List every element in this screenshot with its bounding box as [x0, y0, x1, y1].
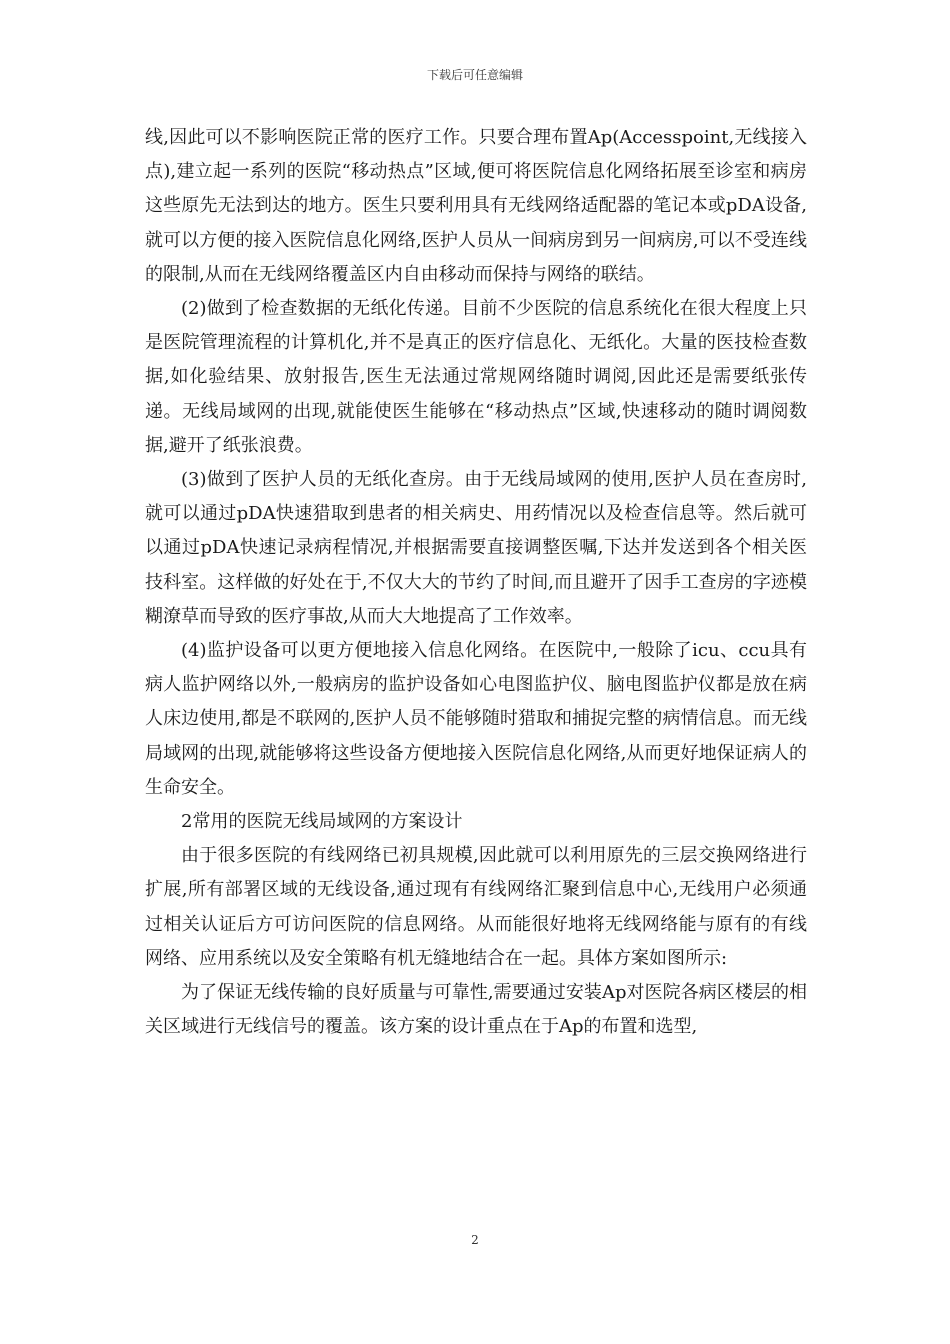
paragraph-monitoring-devices: (4)监护设备可以更方便地接入信息化网络。在医院中,一般除了icu、ccu具有病人监护网络以外,一般病房的监护设备如心电图监护仪、脑电图监护仪都是放在病人床边使用,都是不联网的,医护人员不能够随时猎取和捕捉完整的病情信息。而无线局域网的出现,就能够将这些设备方便地接入医院信息化网络,从而更好地保证病人的生命安全。	[145, 640, 807, 798]
paragraph-paperless-rounds: (3)做到了医护人员的无纸化查房。由于无线局域网的使用,医护人员在查房时,就可以通过pDA快速猎取到患者的相关病史、用药情况以及检查信息等。然后就可以通过pDA快速记录病程情况,并根据需要直接调整医嘱,下达并发送到各个相关医技科室。这样做的好处在于,不仅大大的节约了时间,而且避开了因手工查房的字迹模糊潦草而导致的医疗事故,从而大大地提高了工作效率。	[145, 469, 807, 627]
paragraph-continuation: 线,因此可以不影响医院正常的医疗工作。只要合理布置Ap(Accesspoint,无线接入点),建立起一系列的医院“移动热点”区域,便可将医院信息化网络拓展至诊室和病房这些原先无法到达的地方。医生只要利用具有无线网络适配器的笔记本或pDA设备,就可以方便的接入医院信息化网络,医护人员从一间病房到另一间病房,可以不受连线的限制,从而在无线网络覆盖区内自由移动而保持与网络的联结。	[145, 127, 807, 285]
page-header: 下载后可任意编辑	[426, 68, 523, 82]
document-body	[145, 121, 807, 1044]
section-heading: 2常用的医院无线局域网的方案设计	[181, 811, 463, 833]
paragraph-paperless-data: (2)做到了检查数据的无纸化传递。目前不少医院的信息系统化在很大程度上只是医院管理流程的计算机化,并不是真正的医疗信息化、无纸化。大量的医技检查数据,如化验结果、放射报告,医生无法通过常规网络随时调阅,因此还是需要纸张传递。无线局域网的出现,就能使医生能够在“移动热点”区域,快速移动的随时调阅数据,避开了纸张浪费。	[145, 298, 807, 456]
paragraph-solution-design: 由于很多医院的有线网络已初具规模,因此就可以利用原先的三层交换网络进行扩展,所有部署区域的无线设备,通过现有有线网络汇聚到信息中心,无线用户必须通过相关认证后方可访问医院的信息网络。从而能很好地将无线网络能与原有的有线网络、应用系统以及安全策略有机无缝地结合在一起。具体方案如图所示:	[145, 845, 807, 969]
page-number: 2	[471, 1233, 479, 1247]
paragraph-ap-deployment: 为了保证无线传输的良好质量与可靠性,需要通过安装Ap对医院各病区楼层的相关区域进行无线信号的覆盖。该方案的设计重点在于Ap的布置和选型,	[145, 982, 807, 1038]
